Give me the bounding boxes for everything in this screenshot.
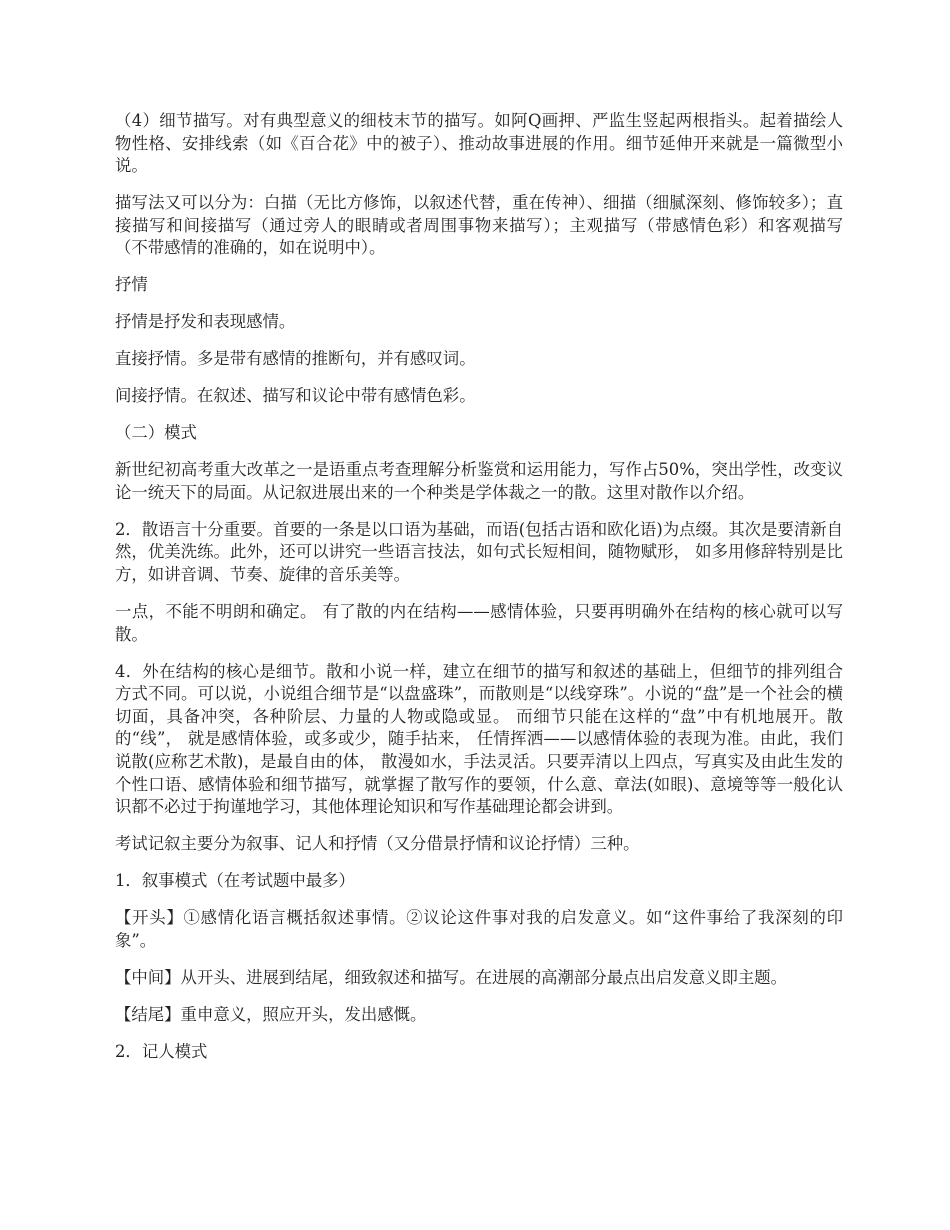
paragraph-middle: 【中间】从开头、进展到结尾，细致叙述和描写。在进展的高潮部分最点出启发意义即主题。	[115, 967, 788, 987]
paragraph-prose-language: 2．散语言十分重要。首要的一条是以口语为基础，而语(包括古语和欧化语)为点缀。其次是要清新自然，优美洗练。此外，还可以讲究一些语言技法，如句式长短相间，随物赋形， 如多用修辞特别是比方，如讲音调、节奏、旋律的音乐美等。	[115, 519, 844, 585]
document-body	[115, 110, 843, 1078]
paragraph-exam-reform: 新世纪初高考重大改革之一是语重点考查理解分析鉴赏和运用能力，写作占50%，突出学性，改变议论一统天下的局面。从记叙进展出来的一个种类是学体裁之一的散。这里对散作以介绍。	[115, 460, 843, 502]
heading-mode: （二）模式	[115, 423, 197, 443]
paragraph-narrative-types: 考试记叙主要分为叙事、记人和抒情（又分借景抒情和议论抒情）三种。	[115, 834, 640, 854]
paragraph-indirect-lyricism: 间接抒情。在叙述、描写和议论中带有感情色彩。	[115, 386, 476, 406]
paragraph-description-methods: 描写法又可以分为：白描（无比方修饰，以叙述代替，重在传神）、细描（细腻深刻、修饰较多）；直接描写和间接描写（通过旁人的眼睛或者周围事物来描写）；主观描写（带感情色彩）和客观描写（不带感情的准确的，如在说明中）。	[115, 193, 843, 258]
paragraph-ending: 【结尾】重申意义，照应开头，发出感慨。	[115, 1004, 427, 1024]
paragraph-lyricism-definition: 抒情是抒发和表现感情。	[115, 312, 296, 332]
paragraph-opening: 【开头】①感情化语言概括叙述事情。②议论这件事对我的启发意义。如“这件事给了我深刻的印象”。	[115, 908, 843, 950]
heading-portrait-mode: 2．记人模式	[115, 1041, 208, 1061]
heading-lyricism: 抒情	[115, 275, 148, 295]
heading-narrative-mode: 1．叙事模式（在考试题中最多）	[115, 871, 355, 891]
paragraph-outer-structure: 4．外在结构的核心是细节。散和小说一样，建立在细节的描写和叙述的基础上，但细节的排列组合方式不同。可以说，小说组合细节是“以盘盛珠”，而散则是“以线穿珠”。小说的“盘”是一个社会的横切面，具备冲突，各种阶层、力量的人物或隐或显。 而细节只能在这样的“盘”中有机地展开。散的“线”， 就是感情体验，或多或少，随手拈来， 任情挥洒——以感情体验的表现为准。由此，我们说散(应称艺术散)，是最自由的体， 散漫如水，手法灵活。只要弄清以上四点，写真实及由此生发的个性口语、感情体验和细节描写，就掌握了散写作的要领，什么意、章法(如眼)、意境等等一般化认识都不必过于拘谨地学习，其他体理论知识和写作基础理论都会讲到。	[115, 661, 843, 817]
paragraph-detail-description: （4）细节描写。对有典型意义的细枝末节的描写。如阿Q画押、严监生竖起两根指头。起着描绘人物性格、安排线索（如《百合花》中的被子）、推动故事进展的作用。细节延伸开来就是一篇微型小说。	[115, 111, 843, 176]
paragraph-inner-structure: 一点，不能不明朗和确定。 有了散的内在结构——感情体验，只要再明确外在结构的核心就可以写散。	[115, 602, 843, 644]
paragraph-direct-lyricism: 直接抒情。多是带有感情的推断句，并有感叹词。	[115, 349, 476, 369]
